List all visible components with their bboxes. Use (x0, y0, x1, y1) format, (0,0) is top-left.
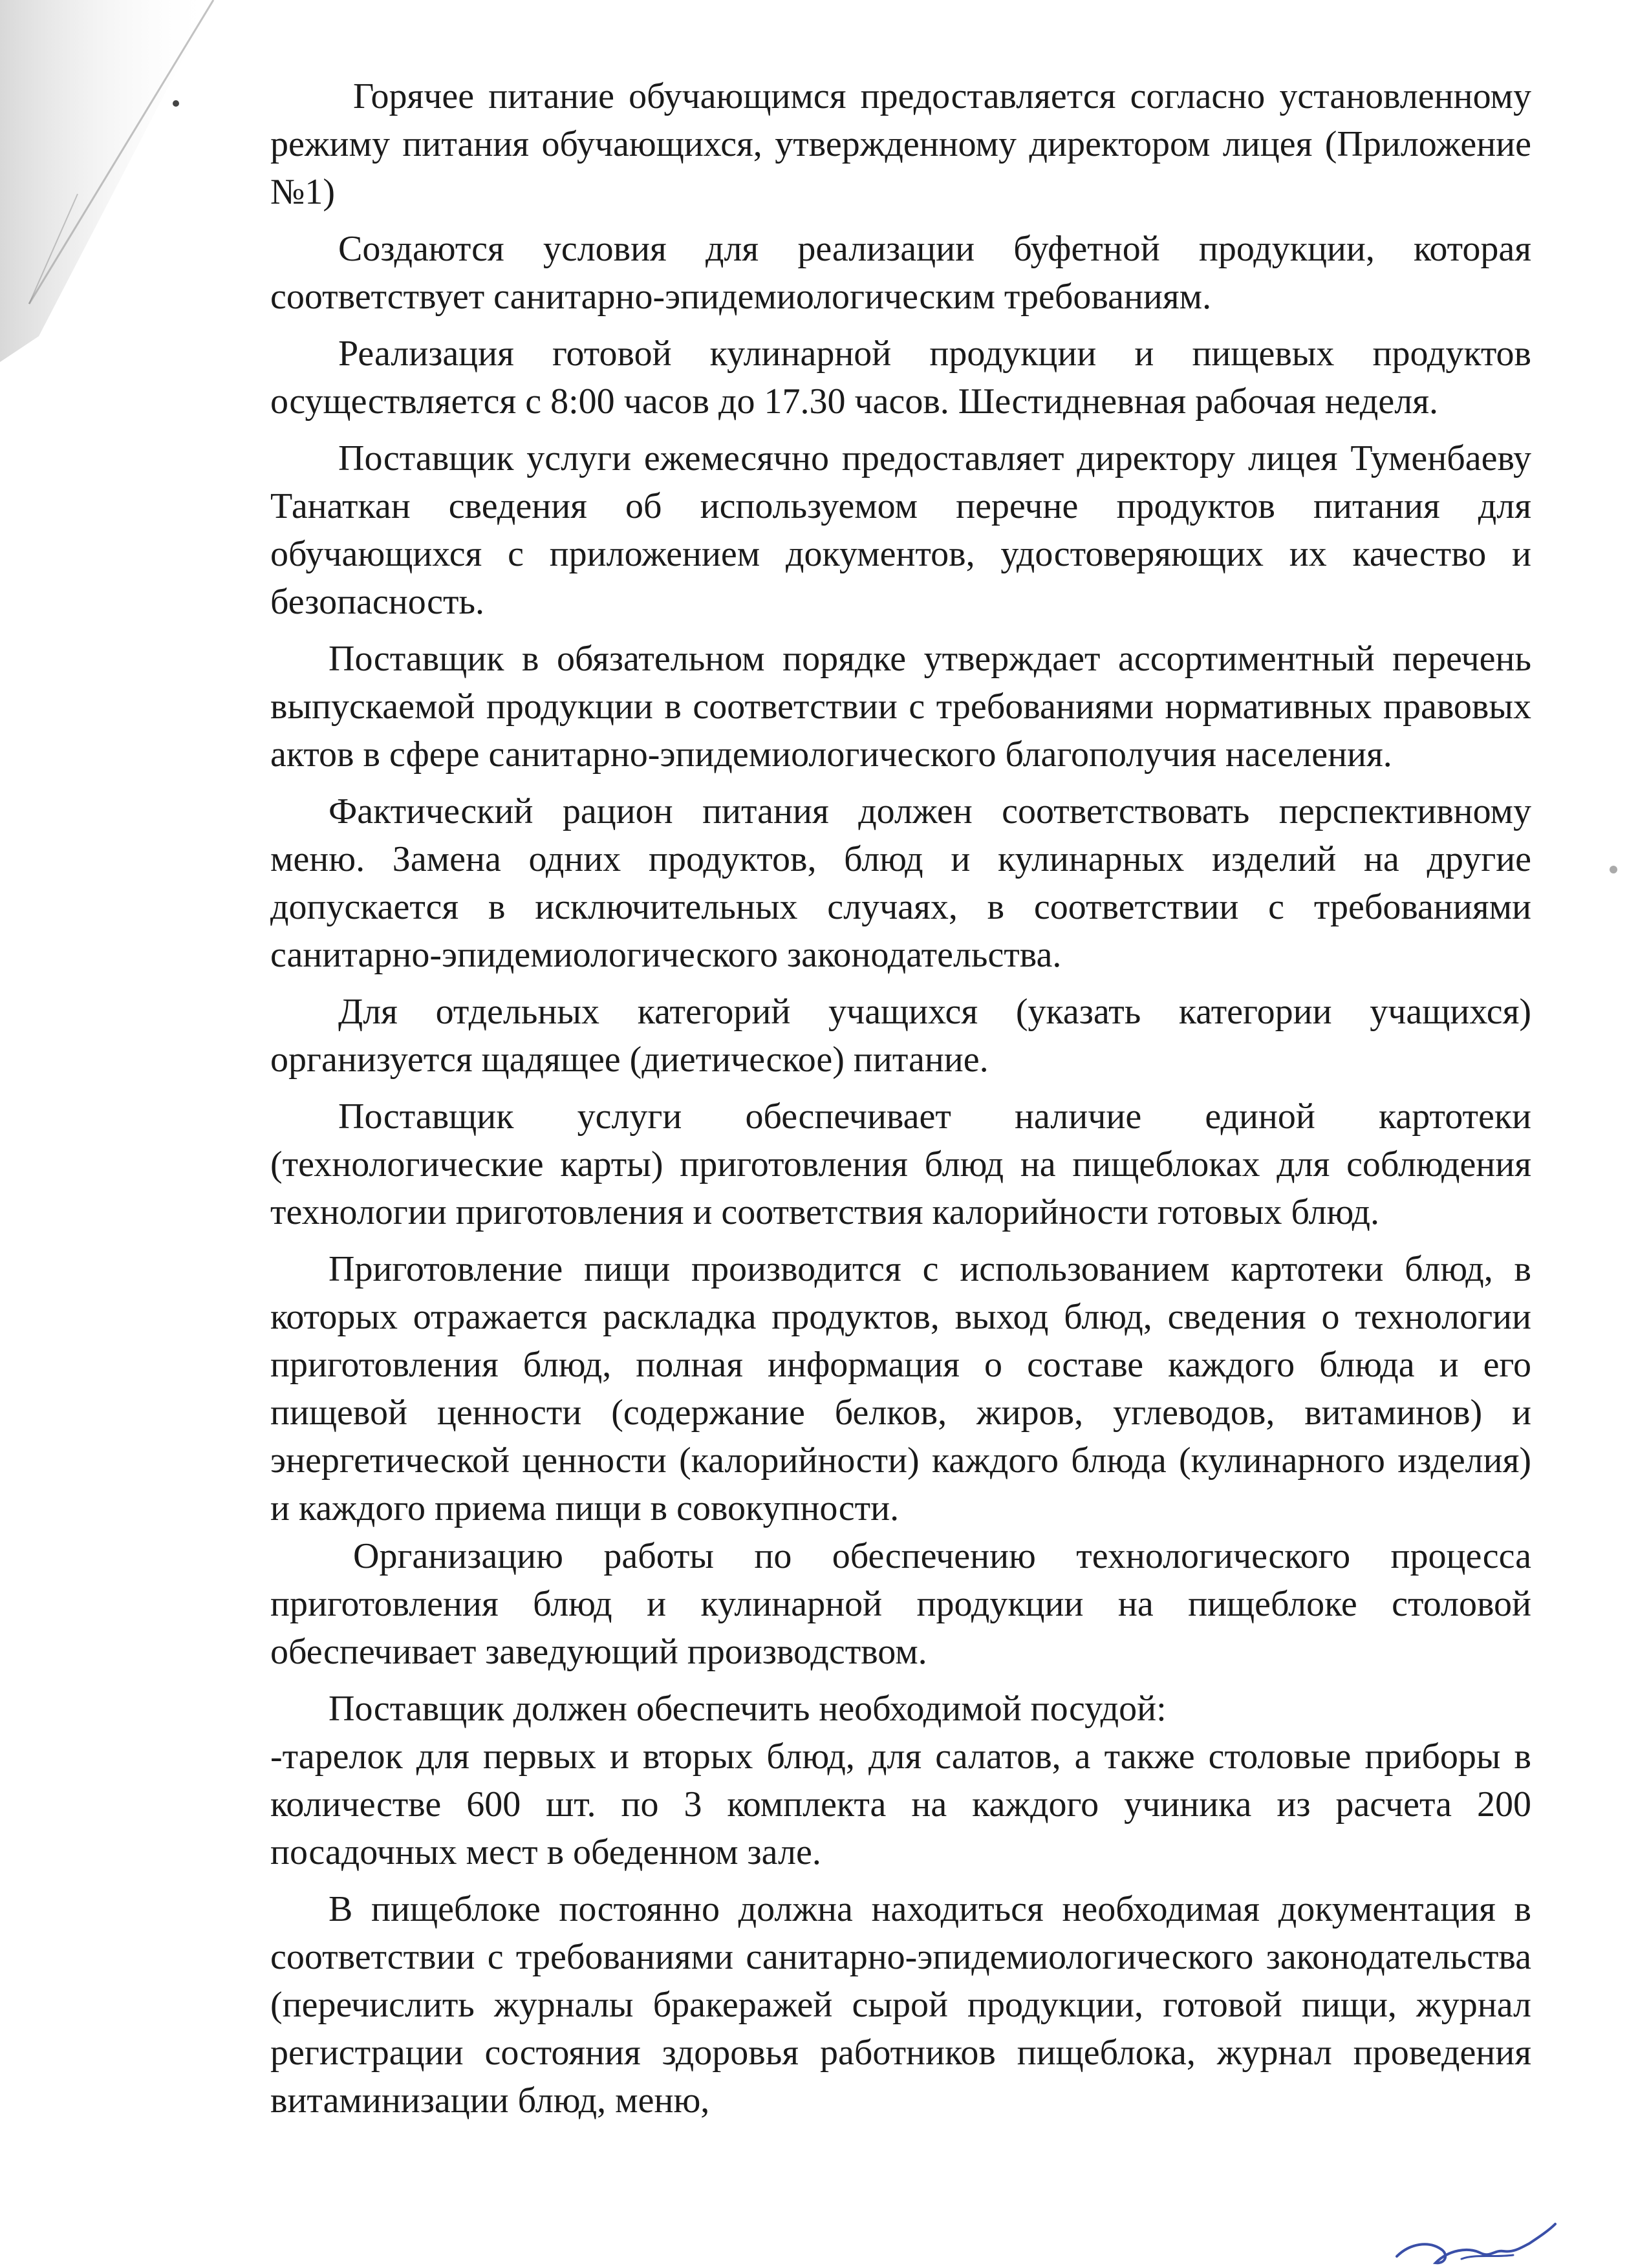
paragraph-buffet-conditions: Создаются условия для реализации буфетной продукции, которая соответствует санитарно-эпидемиологическим требованиям. (270, 229, 1531, 317)
paragraph-supplier-reporting: Поставщик услуги ежемесячно предоставляет директору лицея Туменбаеву Танаткан сведения об используемом перечне продуктов питания для обучающихся с приложением документов, удостоверяющих их качество и безопасность. (270, 438, 1531, 622)
paragraph-cooking-process: Приготовление пищи производится с использованием картотеки блюд, в которых отражается раскладка продуктов, выход блюд, сведения о технологии приготовления блюд, полная информация о составе каждого блюда и его пищевой ценности (содержание белков, жиров, углеводов, витаминов) и энергетической ценности (калорийности) каждого блюда (кулинарного изделия) и каждого приема пищи в совокупности. (270, 1249, 1531, 1528)
document-body (270, 72, 1531, 2124)
paragraph-hot-meals: Горячее питание обучающимся предоставляется согласно установленному режиму питания обучающихся, утвержденному директором лицея (Приложение №1) (270, 76, 1531, 212)
handwritten-signature (1384, 2205, 1565, 2268)
paragraph-documentation: В пищеблоке постоянно должна находиться необходимая документация в соответствии с требованиями санитарно-эпидемиологического законодательства (перечислить журналы бракеражей сырой продукции, готовой пищи, журнал регистрации состояния здоровья работников пищеблока, журнал проведения витаминизации блюд, меню, (270, 1889, 1531, 2121)
paragraph-production-manager: Организацию работы по обеспечению технологического процесса приготовления блюд и кулинарной продукции на пищеблоке столовой обеспечивает заведующий производством. (270, 1536, 1531, 1672)
paragraph-assortment: Поставщик в обязательном порядке утверждает ассортиментный перечень выпускаемой продукции в соответствии с требованиями нормативных правовых актов в сфере санитарно-эпидемиологического благополучия населения. (270, 639, 1531, 775)
paragraph-sales-hours: Реализация готовой кулинарной продукции и пищевых продуктов осуществляется с 8:00 часов до 17.30 часов. Шестидневная рабочая неделя. (270, 334, 1531, 422)
paragraph-tableware-intro: Поставщик должен обеспечить необходимой посудой: (329, 1689, 1167, 1729)
paragraph-actual-ration: Фактический рацион питания должен соответствовать перспективному меню. Замена одних продуктов, блюд и кулинарных изделий на другие допускается в исключительных случаях, в соответствии с требованиями санитарно-эпидемиологического законодательства. (270, 791, 1531, 975)
paragraph-tableware-list: -тарелок для первых и вторых блюд, для салатов, а также столовые приборы в количестве 600 шт. по 3 комплекта на каждого учиника из расчета 200 посадочных мест в обеденном зале. (270, 1737, 1531, 1872)
paragraph-recipe-cards: Поставщик услуги обеспечивает наличие единой картотеки (технологические карты) приготовления блюд на пищеблоках для соблюдения технологии приготовления и соответствия калорийности готовых блюд. (270, 1097, 1531, 1232)
paragraph-diet-meals: Для отдельных категорий учащихся (указать категории учащихся) организуется щадящее (диетическое) питание. (270, 992, 1531, 1080)
